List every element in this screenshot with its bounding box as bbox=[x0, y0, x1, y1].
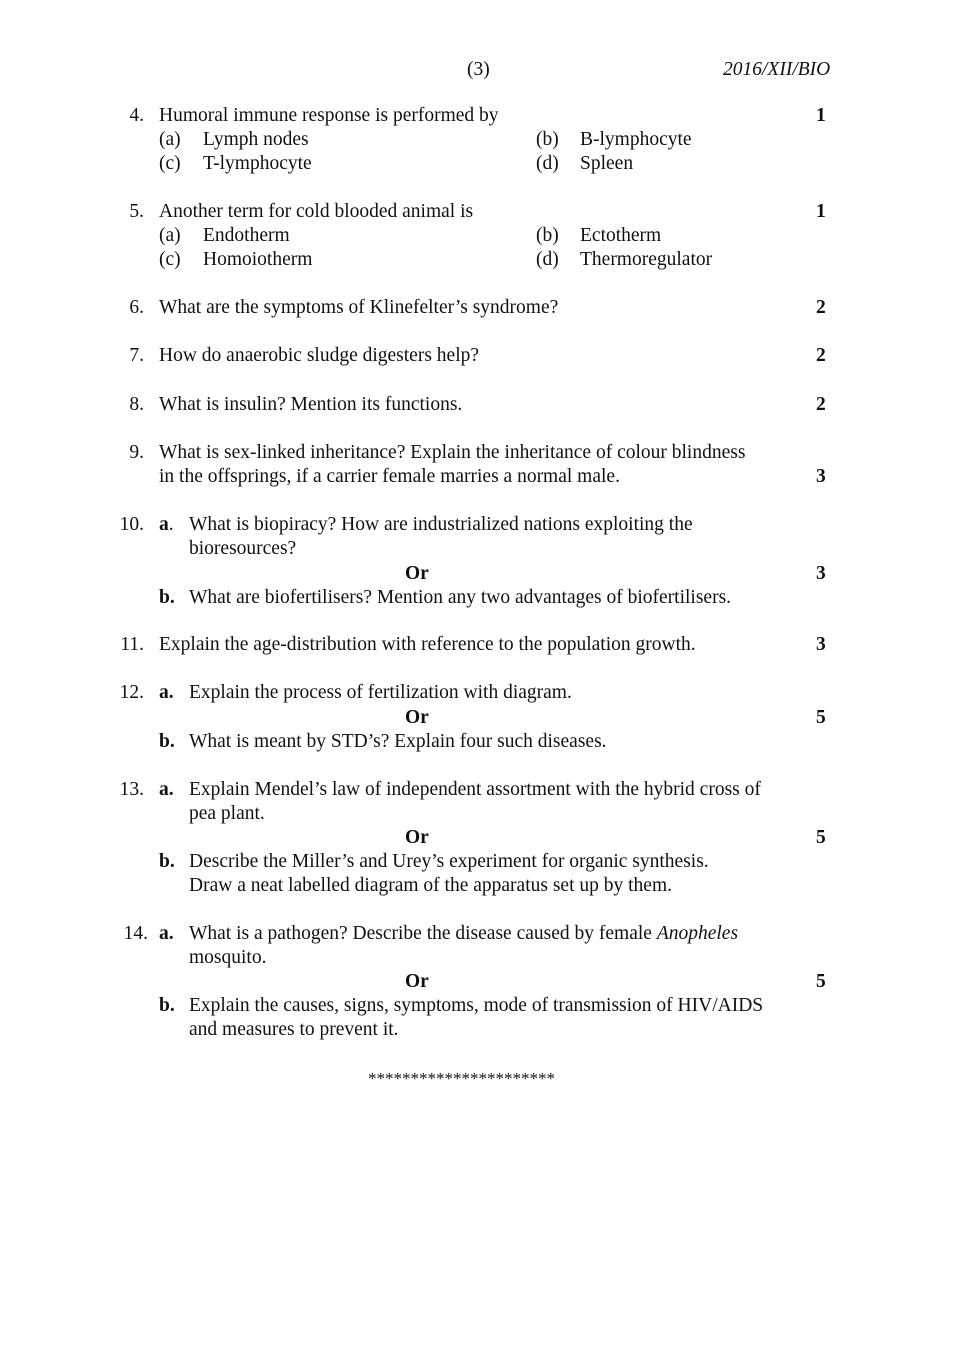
question-number: 11. bbox=[120, 634, 144, 655]
part-a-text-line-2: pea plant. bbox=[189, 803, 265, 824]
question-number: 5. bbox=[129, 201, 144, 222]
option-text: T-lymphocyte bbox=[203, 153, 312, 174]
question-marks: 2 bbox=[816, 394, 826, 415]
part-a-separator: . bbox=[168, 514, 174, 535]
option-text: B-lymphocyte bbox=[580, 129, 692, 150]
question-text: How do anaerobic sludge digesters help? bbox=[159, 345, 480, 366]
part-a-text-line-1: What is biopiracy? How are industrialized nations exploiting the bbox=[189, 514, 693, 535]
question-marks: 2 bbox=[816, 345, 826, 366]
question-number: 6. bbox=[129, 297, 144, 318]
page-number: (3) bbox=[467, 59, 490, 80]
question-text: Explain the age-distribution with reference to the population growth. bbox=[159, 634, 696, 655]
question-marks: 1 bbox=[816, 105, 826, 126]
part-b-label: b. bbox=[159, 995, 175, 1016]
or-separator: Or bbox=[405, 827, 429, 848]
part-b-label: b. bbox=[159, 587, 175, 608]
question-marks: 5 bbox=[816, 707, 826, 728]
question-number: 7. bbox=[129, 345, 144, 366]
part-a-text-italic: Anopheles bbox=[656, 923, 739, 944]
option-text: Spleen bbox=[580, 153, 634, 174]
option-text: Lymph nodes bbox=[203, 129, 309, 150]
part-a-label: a. bbox=[159, 779, 174, 800]
option-label: (d) bbox=[536, 153, 559, 174]
option-label: (c) bbox=[159, 249, 181, 270]
part-a-letter: a bbox=[159, 514, 169, 535]
option-text: Homoiotherm bbox=[203, 249, 313, 270]
part-b-text-line-1: What are biofertilisers? Mention any two advantages of biofertilisers. bbox=[189, 587, 732, 608]
part-b-text-line-1: Describe the Miller’s and Urey’s experiment for organic synthesis. bbox=[189, 851, 709, 872]
option-label: (b) bbox=[536, 225, 559, 246]
part-a-text-line-2: bioresources? bbox=[189, 538, 297, 559]
option-text: Ectotherm bbox=[580, 225, 662, 246]
option-text: Endotherm bbox=[203, 225, 290, 246]
part-a-label bbox=[159, 513, 174, 537]
or-separator: Or bbox=[405, 971, 429, 992]
question-marks: 5 bbox=[816, 971, 826, 992]
part-a-label: a. bbox=[159, 923, 174, 944]
question-marks: 3 bbox=[816, 563, 826, 584]
question-text: Another term for cold blooded animal is bbox=[159, 201, 474, 222]
question-marks: 2 bbox=[816, 297, 826, 318]
question-text: What is insulin? Mention its functions. bbox=[159, 394, 463, 415]
option-label: (d) bbox=[536, 249, 559, 270]
or-separator: Or bbox=[405, 563, 429, 584]
part-a-text-line-1: Explain Mendel’s law of independent assortment with the hybrid cross of bbox=[189, 779, 761, 800]
option-label: (b) bbox=[536, 129, 559, 150]
question-marks: 1 bbox=[816, 201, 826, 222]
question-number: 14. bbox=[123, 923, 148, 944]
part-a-text-plain: What is a pathogen? Describe the disease caused by female bbox=[189, 923, 657, 944]
end-marker: ********************** bbox=[368, 1069, 555, 1088]
question-number: 8. bbox=[129, 394, 144, 415]
part-b-text-line-1: What is meant by STD’s? Explain four such diseases. bbox=[189, 731, 607, 752]
part-b-label: b. bbox=[159, 731, 175, 752]
part-a-label: a. bbox=[159, 682, 174, 703]
question-number: 13. bbox=[119, 779, 144, 800]
question-marks: 3 bbox=[816, 466, 826, 487]
part-b-text-line-2: Draw a neat labelled diagram of the apparatus set up by them. bbox=[189, 875, 672, 896]
question-number: 9. bbox=[129, 442, 144, 463]
option-label: (a) bbox=[159, 129, 181, 150]
part-b-text-line-1: Explain the causes, signs, symptoms, mode of transmission of HIV/AIDS bbox=[189, 995, 764, 1016]
question-marks: 5 bbox=[816, 827, 826, 848]
option-label: (c) bbox=[159, 153, 181, 174]
option-text: Thermoregulator bbox=[580, 249, 713, 270]
part-a-text-line-2: mosquito. bbox=[189, 947, 267, 968]
question-text: What are the symptoms of Klinefelter’s syndrome? bbox=[159, 297, 559, 318]
question-number: 12. bbox=[119, 682, 144, 703]
option-label: (a) bbox=[159, 225, 181, 246]
question-text-line-1: What is sex-linked inheritance? Explain the inheritance of colour blindness bbox=[159, 442, 746, 463]
part-b-text-line-2: and measures to prevent it. bbox=[189, 1019, 399, 1040]
part-a-text-line-1 bbox=[189, 922, 738, 946]
part-a-text-line-1: Explain the process of fertilization with diagram. bbox=[189, 682, 572, 703]
question-number: 4. bbox=[129, 105, 144, 126]
or-separator: Or bbox=[405, 707, 429, 728]
question-text: Humoral immune response is performed by bbox=[159, 105, 499, 126]
part-b-label: b. bbox=[159, 851, 175, 872]
question-number: 10. bbox=[119, 514, 144, 535]
question-marks: 3 bbox=[816, 634, 826, 655]
question-text-line-2: in the offsprings, if a carrier female marries a normal male. bbox=[159, 466, 620, 487]
paper-code: 2016/XII/BIO bbox=[723, 59, 831, 80]
